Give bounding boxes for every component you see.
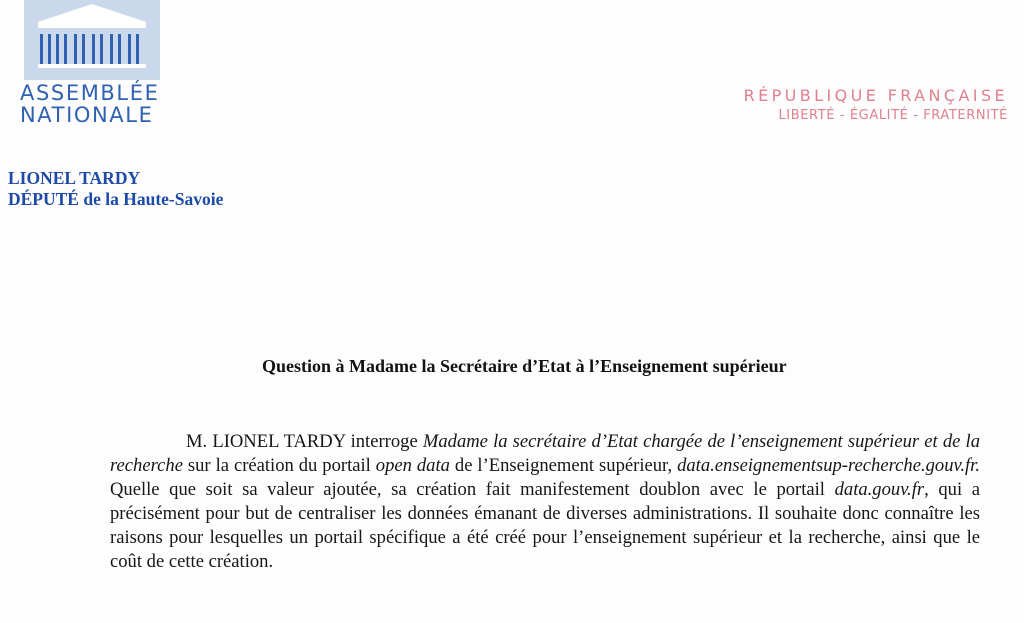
body-segment-1: M. LIONEL TARDY interroge <box>186 431 423 452</box>
logo-line-nationale: NATIONALE <box>20 103 154 127</box>
deputy-signature-block <box>8 168 223 210</box>
assemblee-nationale-logo <box>12 0 160 132</box>
body-segment-data-gouv: data.gouv.fr <box>834 479 925 500</box>
body-segment-5: de l’Enseignement supérieur, <box>449 455 678 476</box>
body-segment-portal-url: data.enseignementsup-recherche.gouv.fr. <box>677 455 980 476</box>
logo-line-assemblee: ASSEMBLÉE <box>20 81 160 105</box>
republique-header <box>744 85 1008 125</box>
body-segment-open-data: open data <box>375 455 450 476</box>
body-segment-3: sur la création du portail <box>182 455 376 476</box>
deputy-name: LIONEL TARDY <box>8 168 141 188</box>
body-segment-9: , qui a précisément pour but de centraliser les données émanant de diverses administrations. Il souhaite donc connaître les raisons pour lesquelles un portail spécifique a été créé pour l’enseignement supérieur et la recherche, ainsi que le coût de cette création. <box>110 479 980 572</box>
deputy-title: DÉPUTÉ de la Haute-Savoie <box>8 189 224 209</box>
question-title: Question à Madame la Secrétaire d’Etat à l’Enseignement supérieur <box>262 356 787 376</box>
question-body <box>110 430 980 574</box>
body-segment-minister: Madame la secrétaire d’Etat chargée de l’enseignement supérieur et de la recherche <box>110 431 980 476</box>
republique-name: RÉPUBLIQUE FRANÇAISE <box>743 86 1008 105</box>
logo-wordmark <box>20 82 159 126</box>
hemicycle-emblem-icon <box>24 0 160 80</box>
republique-motto: LIBERTÉ - ÉGALITÉ - FRATERNITÉ <box>778 108 1008 123</box>
body-segment-7: Quelle que soit sa valeur ajoutée, sa création fait manifestement doublon avec le portail <box>110 479 835 500</box>
